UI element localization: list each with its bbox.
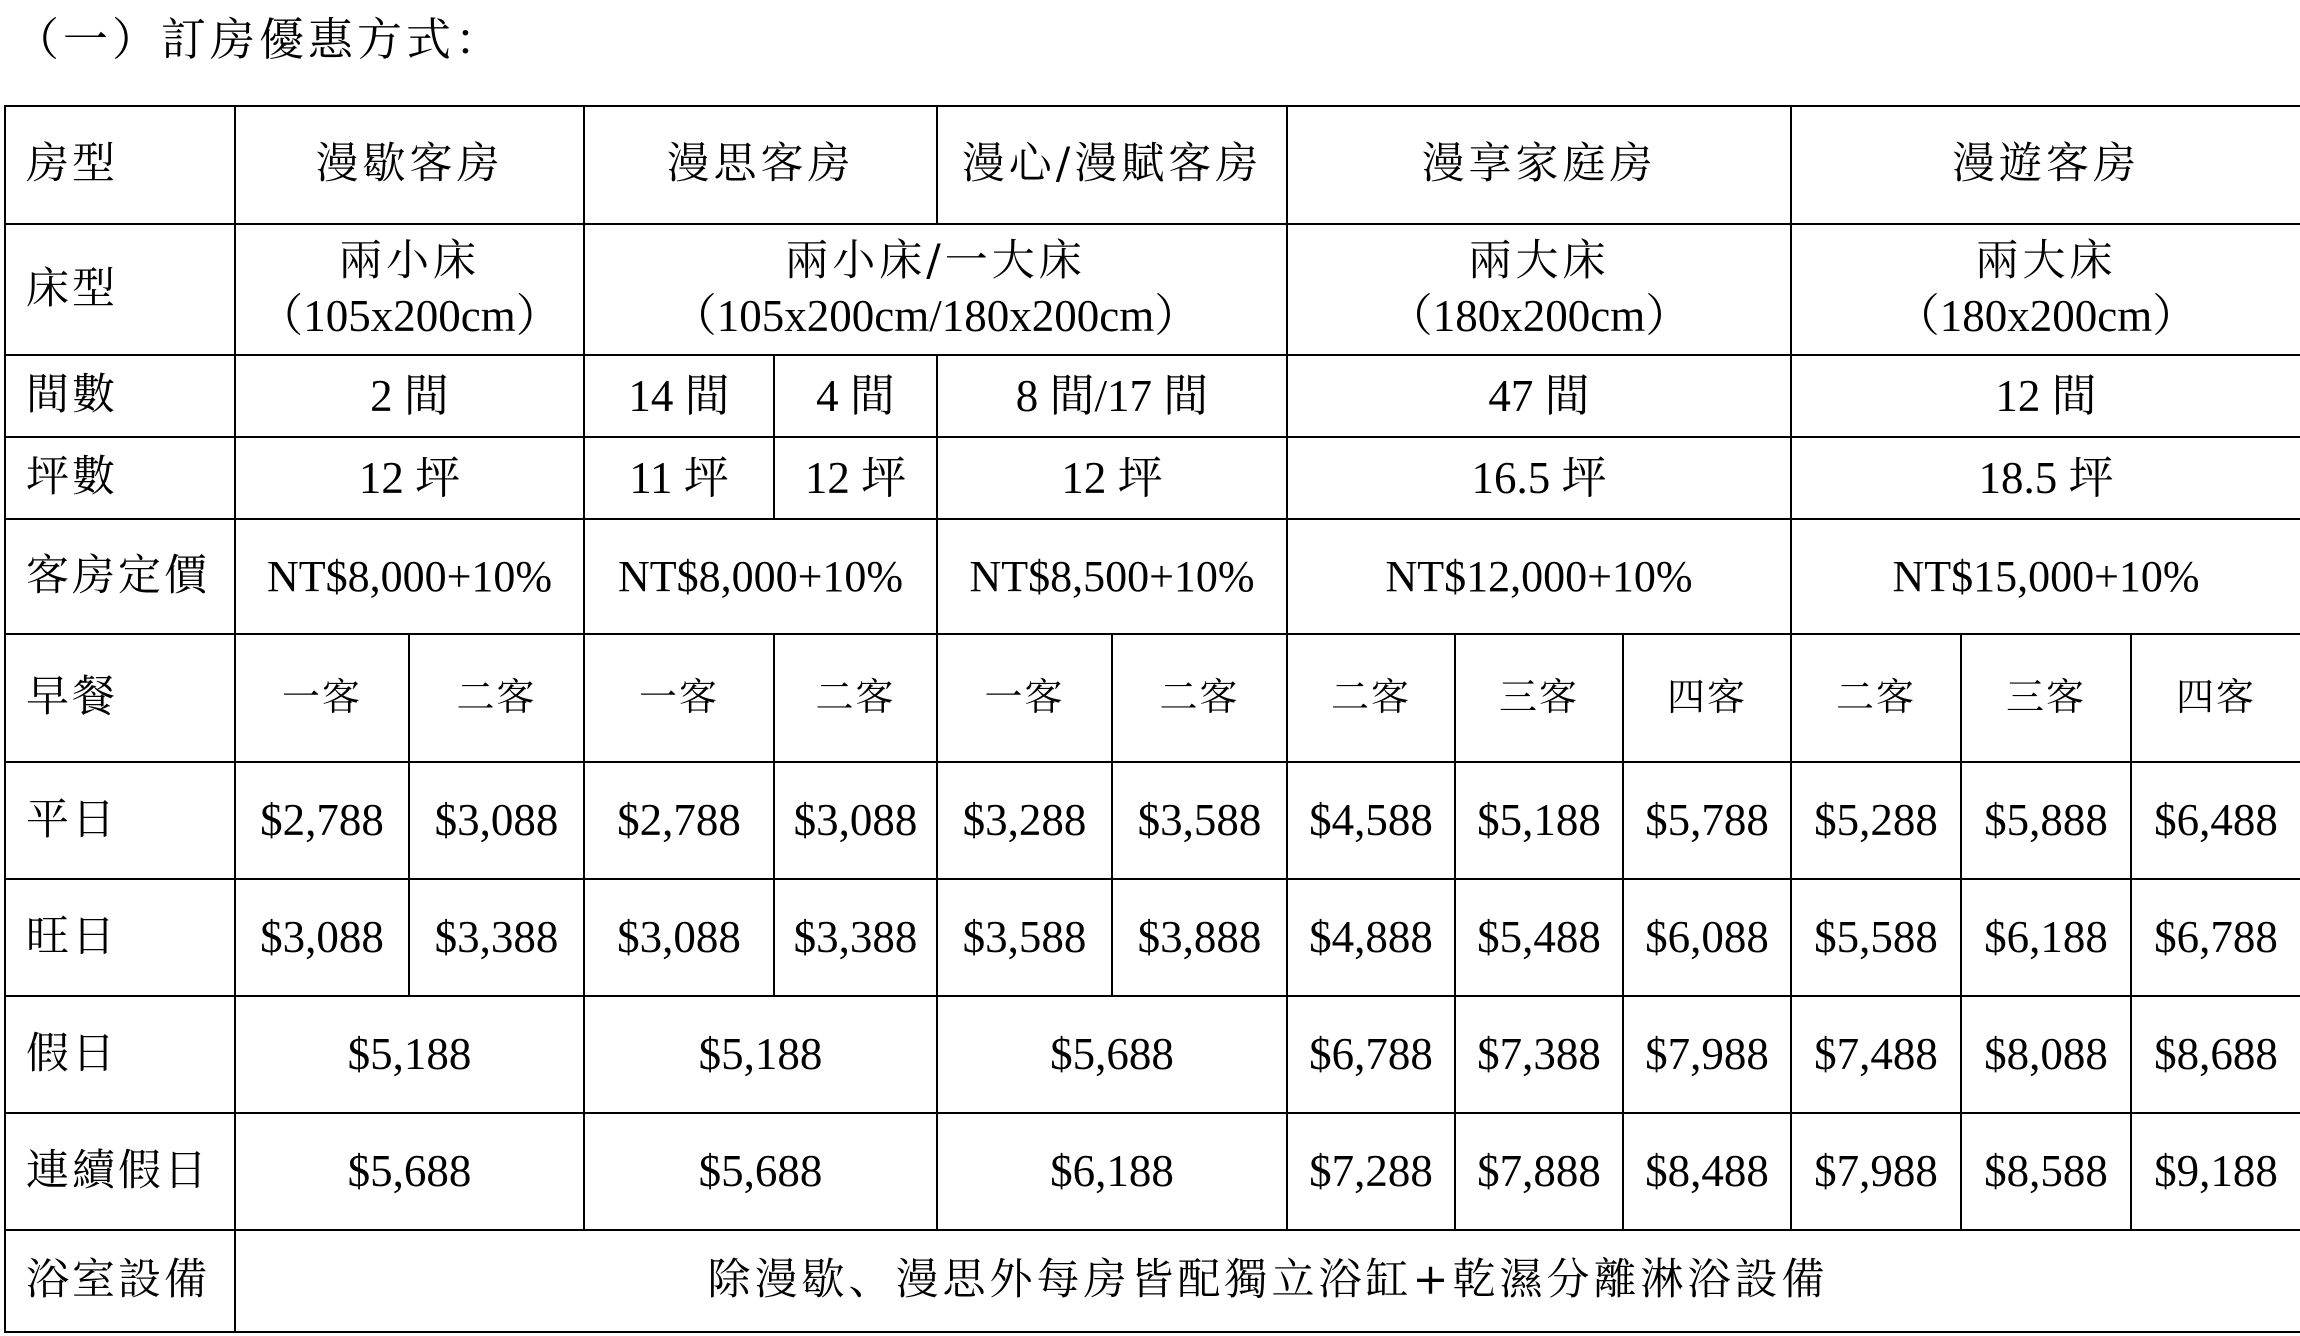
- bed-xiang-type: 兩大床: [1468, 235, 1610, 286]
- weekday-si-1: $2,788: [584, 762, 774, 879]
- holiday-you-3: $8,088: [1961, 996, 2131, 1113]
- room-name-si: 漫思客房: [584, 106, 937, 224]
- room-name-xin-fu: 漫心/漫賦客房: [937, 106, 1287, 224]
- guests-xiang-2: 二客: [1287, 634, 1455, 762]
- area-you: 18.5 坪: [1791, 437, 2300, 519]
- bed-xie-type: 兩小床: [339, 235, 480, 286]
- label-list-price: 客房定價: [5, 519, 235, 634]
- row-room-type: [5, 106, 2300, 224]
- row-list-price: [5, 519, 2300, 634]
- count-you: 12 間: [1791, 355, 2300, 437]
- long-holiday-xiang-2: $7,288: [1287, 1113, 1455, 1230]
- holiday-xin-fu: $5,688: [937, 996, 1287, 1113]
- long-holiday-xie: $5,688: [235, 1113, 584, 1230]
- label-room-count: 間數: [5, 355, 235, 437]
- long-holiday-xiang-3: $7,888: [1455, 1113, 1623, 1230]
- room-name-xie: 漫歇客房: [235, 106, 584, 224]
- room-rate-table: [4, 105, 2300, 1333]
- guests-xiang-3: 三客: [1455, 634, 1623, 762]
- label-bed-type: 床型: [5, 224, 235, 355]
- weekday-xiang-2: $4,588: [1287, 762, 1455, 879]
- count-xin-fu: 8 間/17 間: [937, 355, 1287, 437]
- weekday-xin-fu-2: $3,588: [1112, 762, 1287, 879]
- weekday-xie-2: $3,088: [409, 762, 584, 879]
- weekday-si-2: $3,088: [774, 762, 937, 879]
- bed-xie-size: （105x200cm）: [258, 291, 561, 342]
- label-room-type: 房型: [5, 106, 235, 224]
- peak-xiang-2: $4,888: [1287, 879, 1455, 996]
- holiday-you-4: $8,688: [2131, 996, 2300, 1113]
- holiday-xie: $5,188: [235, 996, 584, 1113]
- weekday-xiang-4: $5,788: [1623, 762, 1791, 879]
- area-xiang: 16.5 坪: [1287, 437, 1791, 519]
- weekday-you-2: $5,288: [1791, 762, 1961, 879]
- peak-xie-1: $3,088: [235, 879, 409, 996]
- peak-xin-fu-1: $3,588: [937, 879, 1112, 996]
- price-si: NT$8,000+10%: [584, 519, 937, 634]
- price-you: NT$15,000+10%: [1791, 519, 2300, 634]
- room-name-xiang: 漫享家庭房: [1287, 106, 1791, 224]
- row-area: [5, 437, 2300, 519]
- bed-xie: [235, 224, 584, 355]
- row-room-count: [5, 355, 2300, 437]
- bathroom-note: 除漫歇、漫思外每房皆配獨立浴缸+乾濕分離淋浴設備: [235, 1230, 2300, 1332]
- long-holiday-xiang-4: $8,488: [1623, 1113, 1791, 1230]
- price-xiang: NT$12,000+10%: [1287, 519, 1791, 634]
- count-xiang: 47 間: [1287, 355, 1791, 437]
- peak-you-2: $5,588: [1791, 879, 1961, 996]
- price-xie: NT$8,000+10%: [235, 519, 584, 634]
- peak-xin-fu-2: $3,888: [1112, 879, 1287, 996]
- holiday-si: $5,188: [584, 996, 937, 1113]
- label-long-holiday: 連續假日: [5, 1113, 235, 1230]
- area-xie: 12 坪: [235, 437, 584, 519]
- room-name-you: 漫遊客房: [1791, 106, 2300, 224]
- guests-you-3: 三客: [1961, 634, 2131, 762]
- guests-you-2: 二客: [1791, 634, 1961, 762]
- bed-you-type: 兩大床: [1975, 235, 2117, 286]
- bed-xiang: [1287, 224, 1791, 355]
- peak-you-3: $6,188: [1961, 879, 2131, 996]
- row-weekday: [5, 762, 2300, 879]
- peak-xiang-3: $5,488: [1455, 879, 1623, 996]
- bed-si-xin-fu: [584, 224, 1287, 355]
- label-holiday: 假日: [5, 996, 235, 1113]
- holiday-you-2: $7,488: [1791, 996, 1961, 1113]
- count-si-a: 14 間: [584, 355, 774, 437]
- holiday-xiang-3: $7,388: [1455, 996, 1623, 1113]
- row-peak-day: [5, 879, 2300, 996]
- weekday-xie-1: $2,788: [235, 762, 409, 879]
- bed-you: [1791, 224, 2300, 355]
- guests-you-4: 四客: [2131, 634, 2300, 762]
- row-bed-type: [5, 224, 2300, 355]
- bed-si-xin-fu-size: （105x200cm/180x200cm）: [671, 291, 1200, 342]
- long-holiday-si: $5,688: [584, 1113, 937, 1230]
- area-si-a: 11 坪: [584, 437, 774, 519]
- guests-xie-1: 一客: [235, 634, 409, 762]
- peak-si-1: $3,088: [584, 879, 774, 996]
- peak-you-4: $6,788: [2131, 879, 2300, 996]
- count-xie: 2 間: [235, 355, 584, 437]
- holiday-xiang-4: $7,988: [1623, 996, 1791, 1113]
- area-xin-fu: 12 坪: [937, 437, 1287, 519]
- bed-si-xin-fu-type: 兩小床/一大床: [785, 235, 1086, 286]
- peak-xie-2: $3,388: [409, 879, 584, 996]
- price-xin-fu: NT$8,500+10%: [937, 519, 1287, 634]
- weekday-xiang-3: $5,188: [1455, 762, 1623, 879]
- area-si-b: 12 坪: [774, 437, 937, 519]
- weekday-you-3: $5,888: [1961, 762, 2131, 879]
- weekday-xin-fu-1: $3,288: [937, 762, 1112, 879]
- long-holiday-xin-fu: $6,188: [937, 1113, 1287, 1230]
- guests-xin-fu-1: 一客: [937, 634, 1112, 762]
- label-bathroom: 浴室設備: [5, 1230, 235, 1332]
- peak-si-2: $3,388: [774, 879, 937, 996]
- label-peak-day: 旺日: [5, 879, 235, 996]
- peak-xiang-4: $6,088: [1623, 879, 1791, 996]
- count-si-b: 4 間: [774, 355, 937, 437]
- row-bathroom: [5, 1230, 2300, 1332]
- label-breakfast: 早餐: [5, 634, 235, 762]
- label-weekday: 平日: [5, 762, 235, 879]
- holiday-xiang-2: $6,788: [1287, 996, 1455, 1113]
- long-holiday-you-2: $7,988: [1791, 1113, 1961, 1230]
- guests-xiang-4: 四客: [1623, 634, 1791, 762]
- guests-si-2: 二客: [774, 634, 937, 762]
- guests-xie-2: 二客: [409, 634, 584, 762]
- bed-you-size: （180x200cm）: [1894, 291, 2198, 342]
- guests-xin-fu-2: 二客: [1112, 634, 1287, 762]
- bed-xiang-size: （180x200cm）: [1387, 291, 1691, 342]
- long-holiday-you-3: $8,588: [1961, 1113, 2131, 1230]
- row-long-holiday: [5, 1113, 2300, 1230]
- label-area: 坪數: [5, 437, 235, 519]
- weekday-you-4: $6,488: [2131, 762, 2300, 879]
- section-heading: （一）訂房優惠方式：: [14, 13, 505, 66]
- long-holiday-you-4: $9,188: [2131, 1113, 2300, 1230]
- row-holiday: [5, 996, 2300, 1113]
- guests-si-1: 一客: [584, 634, 774, 762]
- row-breakfast: [5, 634, 2300, 762]
